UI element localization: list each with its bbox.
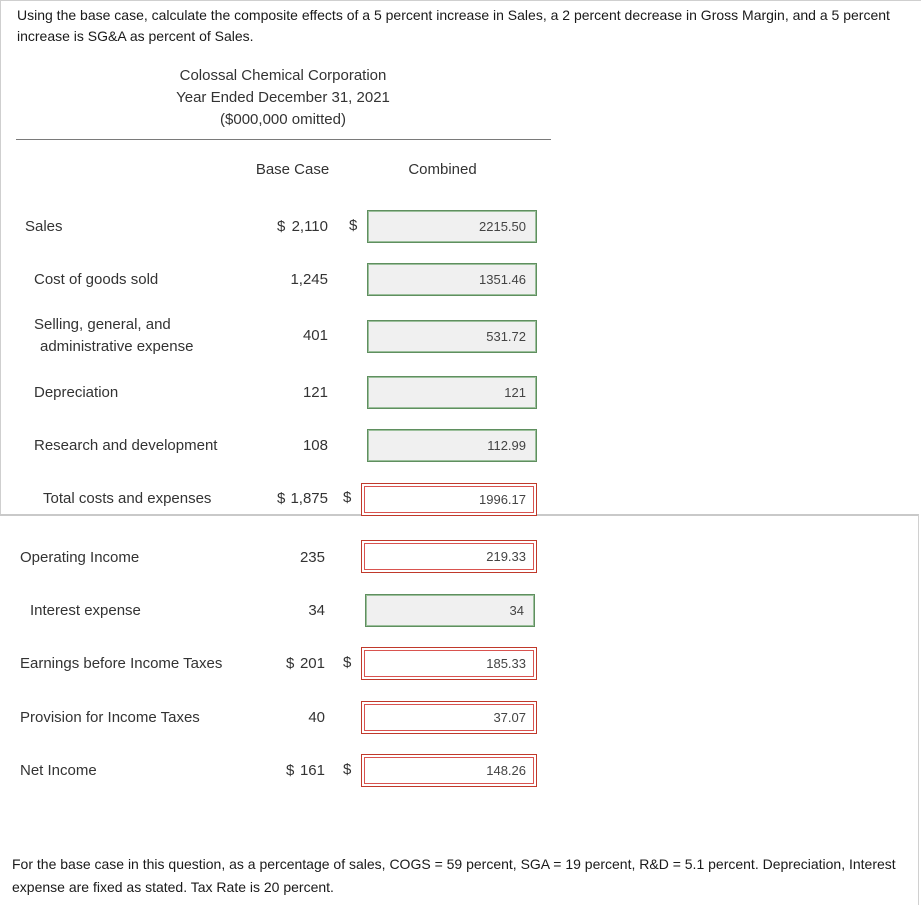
- row-label-sga-line1: Selling, general, and: [34, 316, 171, 333]
- row-label-tax-provision: Provision for Income Taxes: [20, 709, 200, 726]
- combined-dollar-sign: $: [349, 217, 358, 234]
- combined-input-sga[interactable]: 531.72: [367, 320, 537, 353]
- row-label-rnd: Research and development: [34, 437, 218, 454]
- base-value-net-income: 161: [299, 762, 325, 779]
- combined-input-operating-income[interactable]: 219.33: [361, 540, 537, 573]
- base-value-total-costs: 1,875: [290, 490, 328, 507]
- row-label-interest-expense: Interest expense: [30, 602, 141, 619]
- column-header-combined: Combined: [408, 161, 477, 178]
- combined-input-interest-expense[interactable]: 34: [365, 594, 535, 627]
- fiscal-period: Year Ended December 31, 2021: [176, 89, 390, 106]
- combined-input-depreciation[interactable]: 121: [367, 376, 537, 409]
- row-label-ebt: Earnings before Income Taxes: [20, 655, 223, 672]
- combined-input-ebt[interactable]: 185.33: [361, 647, 537, 680]
- base-dollar-sign: $: [277, 490, 286, 507]
- combined-input-sales[interactable]: 2215.50: [367, 210, 537, 243]
- combined-dollar-sign: $: [343, 654, 352, 671]
- base-value-operating-income: 235: [299, 549, 325, 566]
- combined-dollar-sign: $: [343, 489, 352, 506]
- row-label-operating-income: Operating Income: [20, 549, 140, 566]
- column-header-base-case: Base Case: [255, 161, 330, 178]
- combined-input-net-income[interactable]: 148.26: [361, 754, 537, 787]
- base-value-tax-provision: 40: [308, 709, 325, 726]
- base-value-rnd: 108: [302, 437, 328, 454]
- base-dollar-sign: $: [277, 218, 286, 235]
- base-value-sales: 2,110: [291, 218, 328, 235]
- combined-input-tax-provision[interactable]: 37.07: [361, 701, 537, 734]
- question-text: Using the base case, calculate the composite effects of a 5 percent increase in Sales, a 2 percent decrease in Gross Margin, and a 5 percent increase is SG&A as percent of Sales.: [17, 7, 890, 44]
- company-name: Colossal Chemical Corporation: [179, 67, 387, 84]
- row-label-total-costs: Total costs and expenses: [43, 490, 212, 507]
- combined-input-total-costs[interactable]: 1996.17: [361, 483, 537, 516]
- base-value-interest-expense: 34: [308, 602, 325, 619]
- base-value-depreciation: 121: [302, 384, 328, 401]
- base-value-sga: 401: [302, 327, 328, 344]
- row-label-cogs: Cost of goods sold: [34, 271, 159, 288]
- combined-dollar-sign: $: [343, 761, 352, 778]
- base-dollar-sign: $: [286, 655, 295, 672]
- row-label-depreciation: Depreciation: [34, 384, 119, 401]
- row-label-net-income: Net Income: [20, 762, 97, 779]
- assumptions-note: For the base case in this question, as a percentage of sales, COGS = 59 percent, SGA = 19 percent, R&D = 5.1 percent. Depreciation, Interest expense are fixed as stated. Tax Rate is 20 percent.: [12, 856, 896, 895]
- row-label-sga-line2: administrative expense: [40, 338, 194, 355]
- base-dollar-sign: $: [286, 762, 295, 779]
- row-label-sales: Sales: [25, 218, 63, 235]
- header-divider: [16, 139, 551, 140]
- combined-input-cogs[interactable]: 1351.46: [367, 263, 537, 296]
- units-note: ($000,000 omitted): [220, 111, 346, 128]
- base-value-cogs: 1,245: [290, 271, 328, 288]
- combined-input-rnd[interactable]: 112.99: [367, 429, 537, 462]
- base-value-ebt: 201: [299, 655, 325, 672]
